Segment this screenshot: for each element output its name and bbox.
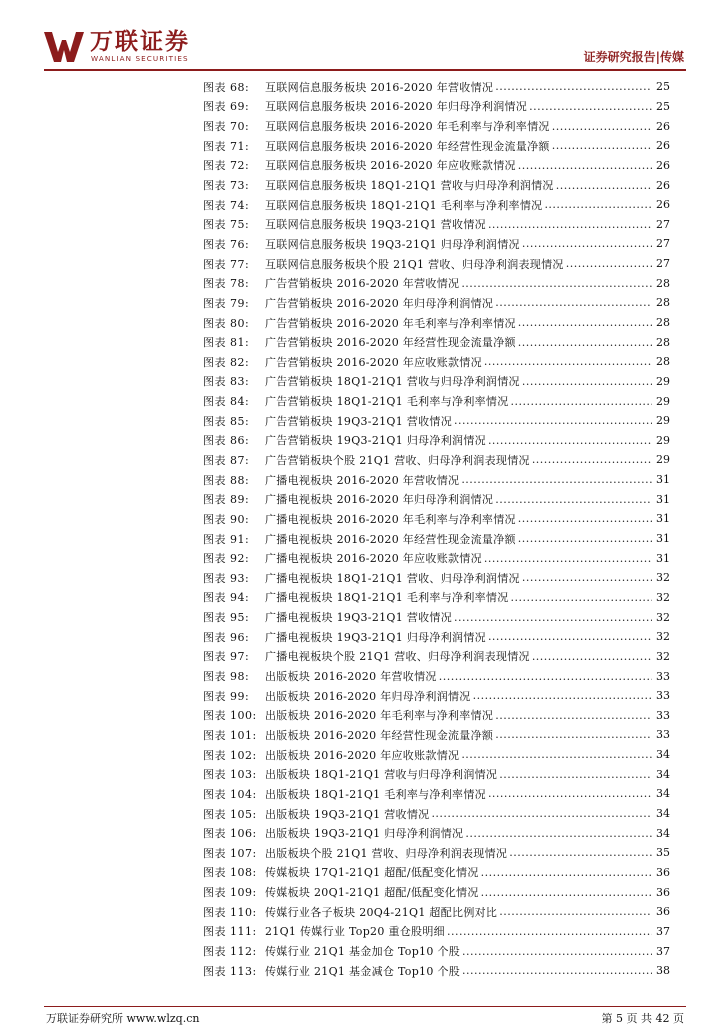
toc-page-number: 25 — [656, 99, 670, 113]
toc-figure-title: 互联网信息服务板块个股 21Q1 营收、归母净利润表现情况 — [265, 257, 564, 271]
toc-page-number: 33 — [656, 728, 670, 742]
toc-page-number: 31 — [656, 532, 670, 546]
toc-figure-label: 图表 68: — [203, 80, 250, 94]
toc-figure-title: 出版板块 2016-2020 年归母净利润情况 — [265, 689, 471, 703]
toc-entry[interactable] — [203, 882, 670, 902]
toc-leader-dots — [495, 728, 652, 741]
toc-entry[interactable] — [203, 529, 670, 549]
toc-page-number: 26 — [656, 139, 670, 153]
toc-page-number: 26 — [656, 119, 670, 133]
toc-figure-label: 图表 70: — [203, 120, 250, 134]
toc-entry[interactable] — [203, 961, 670, 981]
toc-page-number: 26 — [656, 198, 670, 212]
toc-entry[interactable] — [203, 843, 670, 863]
toc-entry[interactable] — [203, 431, 670, 451]
toc-figure-label: 图表 112: — [203, 945, 257, 958]
toc-entry[interactable] — [203, 607, 670, 627]
toc-entry[interactable] — [203, 156, 670, 176]
toc-page-number: 28 — [656, 355, 670, 369]
toc-figure-title: 广告营销板块 2016-2020 年经营性现金流量净额 — [265, 336, 516, 350]
toc-entry[interactable] — [203, 273, 670, 293]
toc-page-number: 29 — [656, 453, 670, 467]
toc-figure-title: 互联网信息服务板块 19Q3-21Q1 归母净利润情况 — [265, 237, 520, 251]
toc-page-number: 34 — [656, 787, 670, 801]
toc-page-number: 33 — [656, 669, 670, 683]
toc-entry[interactable] — [203, 941, 670, 961]
toc-figure-title: 出版板块 19Q3-21Q1 归母净利润情况 — [265, 827, 464, 841]
toc-figure-title: 广播电视板块个股 21Q1 营收、归母净利润表现情况 — [265, 650, 530, 664]
toc-figure-label: 图表 95: — [203, 611, 250, 625]
toc-figure-label: 图表 100: — [203, 709, 257, 723]
toc-page-number: 35 — [656, 846, 670, 860]
toc-figure-label: 图表 94: — [203, 591, 250, 605]
toc-figure-title: 广告营销板块个股 21Q1 营收、归母净利润表现情况 — [265, 453, 530, 467]
toc-figure-title: 互联网信息服务板块 2016-2020 年经营性现金流量净额 — [265, 139, 550, 153]
toc-figure-title: 互联网信息服务板块 2016-2020 年毛利率与净利率情况 — [265, 120, 550, 134]
toc-page-number: 27 — [656, 237, 670, 251]
toc-page-number: 32 — [656, 571, 670, 585]
toc-figure-label: 图表 84: — [203, 395, 250, 409]
toc-leader-dots — [461, 277, 652, 290]
page-number: 第 5 页 共 42 页 — [601, 1012, 684, 1025]
toc-figure-title: 广播电视板块 2016-2020 年归母净利润情况 — [265, 493, 494, 507]
toc-figure-title: 传媒行业 21Q1 基金减仓 Top10 个股 — [265, 964, 461, 978]
toc-figure-title: 广播电视板块 18Q1-21Q1 毛利率与净利率情况 — [265, 591, 509, 605]
toc-entry[interactable] — [203, 254, 670, 274]
toc-figure-label: 图表 105: — [203, 807, 257, 821]
toc-figure-label: 图表 83: — [203, 375, 250, 389]
toc-figure-label: 图表 108: — [203, 866, 257, 880]
toc-page-number: 31 — [656, 512, 670, 526]
toc-page-number: 32 — [656, 630, 670, 644]
toc-figure-title: 广告营销板块 18Q1-21Q1 毛利率与净利率情况 — [265, 395, 509, 409]
toc-figure-title: 传媒板块 20Q1-21Q1 超配/低配变化情况 — [265, 886, 479, 900]
toc-page-number: 29 — [656, 414, 670, 428]
toc-figure-title: 广告营销板块 18Q1-21Q1 营收与归母净利润情况 — [265, 375, 520, 389]
toc-figure-label: 图表 69: — [203, 100, 250, 114]
toc-page-number: 37 — [656, 924, 670, 938]
toc-figure-label: 图表 86: — [203, 434, 250, 448]
toc-entry[interactable] — [203, 97, 670, 117]
toc-figure-title: 广播电视板块 18Q1-21Q1 营收、归母净利润情况 — [265, 571, 520, 585]
toc-entry[interactable] — [203, 902, 670, 922]
toc-leader-dots — [522, 571, 652, 584]
toc-leader-dots — [454, 611, 652, 624]
toc-page-number: 28 — [656, 296, 670, 310]
toc-figure-label: 图表 98: — [203, 670, 250, 684]
toc-figure-title: 21Q1 传媒行业 Top20 重仓股明细 — [265, 925, 445, 939]
toc-entry[interactable] — [203, 647, 670, 667]
toc-page-number: 38 — [656, 964, 670, 978]
toc-figure-label: 图表 96: — [203, 630, 250, 644]
toc-figure-title: 出版板块个股 21Q1 营收、归母净利润表现情况 — [265, 846, 508, 860]
toc-leader-dots — [454, 414, 652, 427]
toc-page-number: 29 — [656, 433, 670, 447]
toc-entry[interactable] — [203, 627, 670, 647]
toc-page-number: 31 — [656, 492, 670, 506]
toc-entry[interactable] — [203, 214, 670, 234]
toc-page-number: 33 — [656, 689, 670, 703]
toc-leader-dots — [522, 375, 652, 388]
toc-page-number: 34 — [656, 826, 670, 840]
toc-leader-dots — [529, 100, 652, 113]
toc-figure-title: 出版板块 2016-2020 年经营性现金流量净额 — [265, 728, 494, 742]
toc-leader-dots — [439, 670, 652, 683]
toc-leader-dots — [495, 493, 652, 506]
toc-leader-dots — [462, 945, 652, 958]
toc-leader-dots — [461, 748, 652, 761]
toc-figure-title: 互联网信息服务板块 18Q1-21Q1 毛利率与净利率情况 — [265, 198, 543, 212]
toc-leader-dots — [495, 80, 652, 93]
toc-leader-dots — [499, 905, 652, 918]
toc-leader-dots — [481, 866, 652, 879]
footer-divider — [44, 1006, 686, 1007]
toc-figure-label: 图表 88: — [203, 473, 250, 487]
toc-entry[interactable] — [203, 509, 670, 529]
toc-leader-dots — [465, 827, 652, 840]
toc-entry[interactable] — [203, 234, 670, 254]
toc-figure-label: 图表 103: — [203, 768, 257, 782]
toc-leader-dots — [473, 689, 652, 702]
toc-leader-dots — [532, 650, 652, 663]
toc-figure-title: 出版板块 2016-2020 年应收账款情况 — [265, 748, 460, 762]
toc-leader-dots — [481, 886, 652, 899]
toc-leader-dots — [552, 139, 652, 152]
toc-figure-label: 图表 107: — [203, 846, 257, 860]
toc-page-number: 27 — [656, 257, 670, 271]
toc-figure-title: 广播电视板块 2016-2020 年毛利率与净利率情况 — [265, 512, 516, 526]
toc-figure-label: 图表 73: — [203, 179, 250, 193]
toc-leader-dots — [518, 512, 652, 525]
toc-entry[interactable] — [203, 784, 670, 804]
toc-figure-title: 广告营销板块 19Q3-21Q1 归母净利润情况 — [265, 434, 486, 448]
toc-figure-label: 图表 97: — [203, 650, 250, 664]
toc-leader-dots — [518, 159, 652, 172]
toc-figure-label: 图表 81: — [203, 336, 250, 350]
toc-figure-label: 图表 99: — [203, 689, 250, 703]
toc-figure-label: 图表 85: — [203, 414, 250, 428]
toc-figure-label: 图表 90: — [203, 512, 250, 526]
toc-entry[interactable] — [203, 175, 670, 195]
toc-figure-label: 图表 82: — [203, 355, 250, 369]
toc-leader-dots — [495, 296, 652, 309]
toc-entry[interactable] — [203, 293, 670, 313]
toc-figure-title: 出版板块 18Q1-21Q1 营收与归母净利润情况 — [265, 768, 498, 782]
toc-figure-title: 广播电视板块 2016-2020 年应收账款情况 — [265, 552, 482, 566]
toc-leader-dots — [511, 591, 652, 604]
toc-figure-label: 图表 80: — [203, 316, 250, 330]
brand-name: 万联证券 — [90, 29, 190, 55]
toc-entry[interactable] — [203, 136, 670, 156]
toc-figure-label: 图表 71: — [203, 139, 250, 153]
toc-leader-dots — [544, 198, 652, 211]
toc-entry[interactable] — [203, 548, 670, 568]
toc-entry[interactable] — [203, 450, 670, 470]
toc-figure-title: 出版板块 2016-2020 年毛利率与净利率情况 — [265, 709, 494, 723]
toc-figure-title: 互联网信息服务板块 2016-2020 年应收账款情况 — [265, 159, 516, 173]
page-header — [44, 28, 686, 68]
toc-page-number: 34 — [656, 748, 670, 762]
toc-entry[interactable] — [203, 863, 670, 883]
toc-entry[interactable] — [203, 77, 670, 97]
toc-entry[interactable] — [203, 411, 670, 431]
toc-figure-title: 传媒行业 21Q1 基金加仓 Top10 个股 — [265, 945, 461, 958]
toc-figure-label: 图表 72: — [203, 159, 250, 173]
toc-page-number: 28 — [656, 276, 670, 290]
toc-leader-dots — [518, 316, 652, 329]
toc-page-number: 29 — [656, 374, 670, 388]
toc-figure-title: 广告营销板块 19Q3-21Q1 营收情况 — [265, 414, 453, 428]
toc-entry[interactable] — [203, 489, 670, 509]
toc-figure-title: 互联网信息服务板块 2016-2020 年归母净利润情况 — [265, 100, 528, 114]
toc-entry[interactable] — [203, 823, 670, 843]
toc-page-number: 32 — [656, 649, 670, 663]
toc-figure-label: 图表 75: — [203, 218, 250, 232]
toc-figure-label: 图表 102: — [203, 748, 257, 762]
toc-leader-dots — [518, 532, 652, 545]
toc-figure-label: 图表 93: — [203, 571, 250, 585]
toc-figure-label: 图表 78: — [203, 277, 250, 291]
toc-page-number: 27 — [656, 217, 670, 231]
toc-page-number: 28 — [656, 316, 670, 329]
toc-page-number: 33 — [656, 708, 670, 722]
toc-leader-dots — [488, 630, 652, 643]
toc-entry[interactable] — [203, 764, 670, 784]
toc-entry[interactable] — [203, 588, 670, 608]
toc-leader-dots — [499, 768, 652, 781]
toc-page-number: 32 — [656, 610, 670, 624]
toc-figure-title: 传媒板块 17Q1-21Q1 超配/低配变化情况 — [265, 866, 479, 880]
toc-page-number: 29 — [656, 394, 670, 408]
toc-figure-label: 图表 110: — [203, 905, 257, 919]
toc-leader-dots — [447, 925, 652, 938]
toc-entry[interactable] — [203, 804, 670, 824]
toc-page-number: 31 — [656, 551, 670, 565]
toc-page-number: 37 — [656, 944, 670, 958]
toc-figure-label: 图表 76: — [203, 237, 250, 251]
toc-figure-label: 图表 92: — [203, 552, 250, 566]
toc-figure-title: 出版板块 18Q1-21Q1 毛利率与净利率情况 — [265, 787, 486, 801]
toc-leader-dots — [488, 434, 652, 447]
toc-figure-title: 广播电视板块 2016-2020 年营收情况 — [265, 473, 460, 487]
toc-figure-title: 广告营销板块 2016-2020 年营收情况 — [265, 277, 460, 291]
toc-figure-label: 图表 91: — [203, 532, 250, 546]
toc-page-number: 28 — [656, 335, 670, 349]
toc-entry[interactable] — [203, 922, 670, 942]
header-divider — [44, 69, 686, 71]
toc-leader-dots — [462, 964, 652, 977]
toc-figure-label: 图表 77: — [203, 257, 250, 271]
toc-figure-title: 互联网信息服务板块 19Q3-21Q1 营收情况 — [265, 218, 486, 232]
toc-entry[interactable] — [203, 332, 670, 352]
footer-source: 万联证券研究所 www.wlzq.cn — [46, 1012, 200, 1025]
toc-page-number: 25 — [656, 80, 670, 94]
toc-entry[interactable] — [203, 568, 670, 588]
figure-list — [203, 77, 670, 980]
toc-page-number: 36 — [656, 905, 670, 919]
report-type: 证券研究报告|传媒 — [583, 50, 684, 64]
toc-page-number: 34 — [656, 767, 670, 781]
toc-entry[interactable] — [203, 313, 670, 333]
toc-figure-title: 广告营销板块 2016-2020 年归母净利润情况 — [265, 296, 494, 310]
toc-leader-dots — [556, 179, 652, 192]
toc-figure-title: 广播电视板块 2016-2020 年经营性现金流量净额 — [265, 532, 516, 546]
toc-page-number: 31 — [656, 473, 670, 487]
toc-entry[interactable] — [203, 666, 670, 686]
toc-entry[interactable] — [203, 745, 670, 765]
toc-figure-title: 出版板块 2016-2020 年营收情况 — [265, 670, 437, 684]
toc-leader-dots — [566, 257, 652, 270]
toc-leader-dots — [484, 552, 652, 565]
toc-figure-label: 图表 109: — [203, 886, 257, 900]
toc-leader-dots — [552, 120, 652, 133]
brand-name-en: WANLIAN SECURITIES — [91, 54, 189, 63]
toc-figure-label: 图表 106: — [203, 827, 257, 841]
toc-page-number: 36 — [656, 865, 670, 879]
toc-entry[interactable] — [203, 372, 670, 392]
toc-figure-title: 广告营销板块 2016-2020 年毛利率与净利率情况 — [265, 316, 516, 330]
toc-leader-dots — [522, 237, 652, 250]
toc-entry[interactable] — [203, 706, 670, 726]
toc-leader-dots — [532, 453, 652, 466]
toc-figure-label: 图表 111: — [203, 925, 257, 939]
toc-entry[interactable] — [203, 116, 670, 136]
toc-figure-title: 传媒行业各子板块 20Q4-21Q1 超配比例对比 — [265, 905, 498, 919]
toc-leader-dots — [518, 336, 652, 349]
toc-page-number: 26 — [656, 178, 670, 192]
toc-leader-dots — [495, 709, 652, 722]
toc-figure-label: 图表 74: — [203, 198, 250, 212]
wanlian-w-logo-icon — [44, 30, 84, 62]
toc-entry[interactable] — [203, 686, 670, 706]
toc-page-number: 26 — [656, 158, 670, 172]
toc-figure-label: 图表 101: — [203, 728, 257, 742]
toc-figure-label: 图表 89: — [203, 493, 250, 507]
toc-page-number: 32 — [656, 590, 670, 604]
toc-page-number: 34 — [656, 807, 670, 821]
toc-page-number: 36 — [656, 885, 670, 899]
toc-entry[interactable] — [203, 391, 670, 411]
toc-entry[interactable] — [203, 725, 670, 745]
toc-figure-title: 广播电视板块 19Q3-21Q1 营收情况 — [265, 611, 453, 625]
toc-figure-label: 图表 104: — [203, 787, 257, 801]
toc-entry[interactable] — [203, 470, 670, 490]
toc-entry[interactable] — [203, 195, 670, 215]
toc-figure-title: 广播电视板块 19Q3-21Q1 归母净利润情况 — [265, 630, 486, 644]
toc-leader-dots — [488, 787, 652, 800]
toc-leader-dots — [511, 395, 652, 408]
toc-figure-title: 出版板块 19Q3-21Q1 营收情况 — [265, 807, 430, 821]
toc-leader-dots — [509, 846, 652, 859]
toc-figure-title: 互联网信息服务板块 18Q1-21Q1 营收与归母净利润情况 — [265, 179, 554, 193]
toc-figure-title: 互联网信息服务板块 2016-2020 年营收情况 — [265, 80, 494, 94]
toc-leader-dots — [431, 807, 652, 820]
toc-figure-label: 图表 113: — [203, 964, 257, 978]
toc-figure-label: 图表 87: — [203, 453, 250, 467]
toc-entry[interactable] — [203, 352, 670, 372]
toc-leader-dots — [461, 473, 652, 486]
toc-leader-dots — [488, 218, 652, 231]
toc-figure-label: 图表 79: — [203, 296, 250, 310]
toc-figure-title: 广告营销板块 2016-2020 年应收账款情况 — [265, 355, 482, 369]
toc-leader-dots — [484, 355, 652, 368]
